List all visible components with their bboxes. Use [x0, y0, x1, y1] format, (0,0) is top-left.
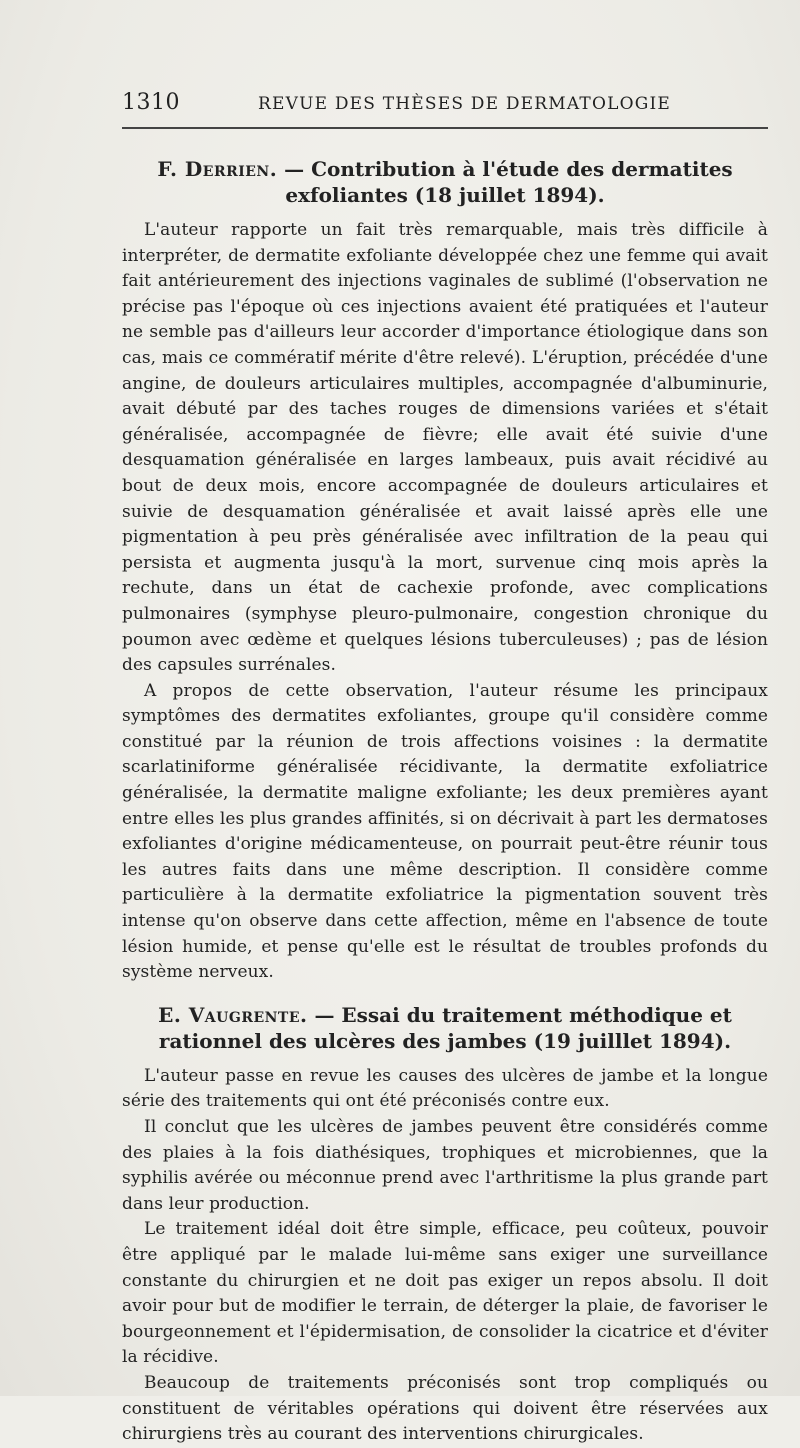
paragraph: L'auteur passe en revue les causes des ulcères de jambe et la longue série des traitements qui ont été préconisés contre eux.: [122, 1065, 768, 1112]
entry-title-text: — Contribution à l'étude des dermatites exfoliantes (18 juillet 1894).: [277, 157, 733, 207]
entry-author: E. Vaugrente.: [158, 1002, 308, 1027]
paragraph: Le traitement idéal doit être simple, efficace, peu coûteux, pouvoir être appliqué par le malade lui-même sans exiger une surveillance constante du chirurgien et ne doit pas exiger un repos absolu. Il doit avoir pour but de modifier le terrain, de déterger la plaie, de favoriser le bourgeonnement et l'épidermisation, de consolider la cicatrice et d'éviter la récidive.: [122, 1219, 768, 1368]
entry-title: [122, 1002, 768, 1054]
entry-title: [122, 156, 768, 208]
paragraph: A propos de cette observation, l'auteur résume les principaux symptômes des dermatites exfoliantes, groupe qu'il considère comme constitué par la réunion de trois affections voisines : la dermatite scarlatiniforme généralisée récidivante, la dermatite exfoliatrice généralisée, la dermatite maligne exfoliante; les deux premières ayant entre elles les plus grandes affinités, si on décrivait à part les dermatoses exfoliantes d'origine médicamenteuse, on pourrait peut-être réunir tous les autres faits dans une même description. Il considère comme particulière à la dermatite exfoliatrice la pigmentation souvent très intense qu'on observe dans cette affection, même en l'absence de toute lésion humide, et pense qu'elle est le résultat de troubles profonds du système nerveux.: [122, 680, 768, 983]
paragraph: Il conclut que les ulcères de jambes peuvent être considérés comme des plaies à la fois diathésiques, trophiques et microbiennes, que la syphilis avérée ou méconnue prend avec l'arthritisme la plus grande part dans leur production.: [122, 1117, 768, 1214]
thesis-entry-derrien: [122, 156, 768, 986]
page-header: [118, 88, 768, 124]
article-body: [122, 156, 768, 1448]
page-number: 1310: [122, 90, 180, 115]
entry-title-text: — Essai du traitement méthodique et rationnel des ulcères des jambes (19 juilllet 1894).: [158, 1002, 732, 1053]
running-title: REVUE DES THÈSES DE DERMATOLOGIE: [258, 94, 672, 114]
paragraph: L'auteur rapporte un fait très remarquable, mais très difficile à interpréter, de dermatite exfoliante développée chez une femme qui avait fait antérieurement des injections vaginales de sublimé (l'observation ne précise pas l'époque où ces injections avaient été pratiquées et l'auteur ne semble pas d'ailleurs leur accorder d'importance étiologique dans son cas, mais ce commératif mérite d'être relevé). L'éruption, précédée d'une angine, de douleurs articulaires multiples, accompagnée d'albuminurie, avait débuté par des taches rouges de dimensions variées et s'était généralisée, accompagnée de fièvre; elle avait été suivie d'une desquamation généralisée en larges lambeaux, puis avait récidivé au bout de deux mois, encore accompagnée de douleurs articulaires et suivie de desquamation généralisée et avait laissé après elle une pigmentation à peu près généralisée avec infiltration de la peau qui persista et augmenta jusqu'à la mort, survenue cinq mois après la rechute, dans un état de cachexie profonde, avec complications pulmonaires (symphyse pleuro-pulmonaire, congestion chronique du poumon avec œdème et quelques lésions tuberculeuses) ; pas de lésion des capsules surrénales.: [122, 220, 768, 676]
paragraph: Beaucoup de traitements préconisés sont trop compliqués ou constituent de véritables opérations qui doivent être réservées aux chirurgiens très au courant des interventions chirurgicales.: [122, 1372, 768, 1445]
header-rule: [122, 127, 768, 129]
entry-author: F. Derrien.: [157, 157, 278, 181]
thesis-entry-vaugrente: [122, 1002, 768, 1448]
